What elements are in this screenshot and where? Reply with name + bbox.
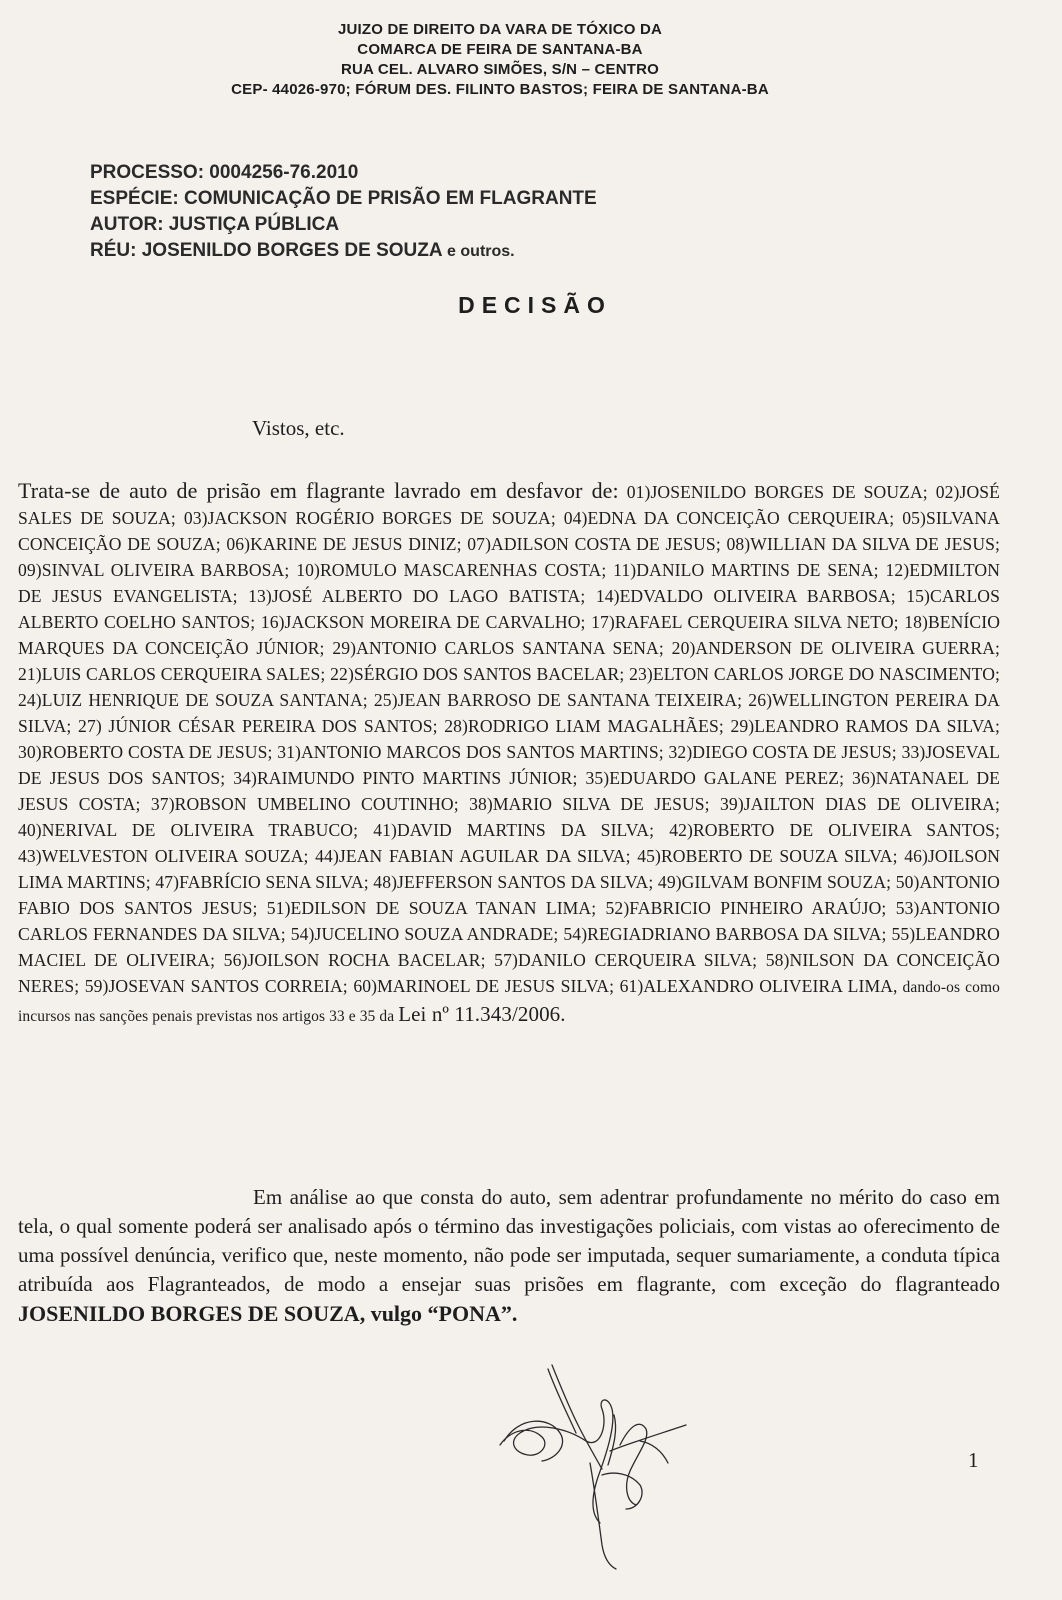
paragraph-analysis xyxy=(18,1183,1000,1329)
case-info xyxy=(90,160,790,265)
header-line-3: RUA CEL. ALVARO SIMÕES, S/N – CENTRO xyxy=(340,61,660,78)
case-reu-name: RÉU: JOSENILDO BORGES DE SOUZA xyxy=(90,240,443,261)
defendant-list: 01)JOSENILDO BORGES DE SOUZA; 02)JOSÉ SALES DE SOUZA; 03)JACKSON ROGÉRIO BORGES DE SOUZA; 04)EDNA DA CONCEIÇÃO CERQUEIRA; 05)SILVANA CONCEIÇÃO DE SOUZA; 06)KARINE DE JESUS DINIZ; 07)ADILSON COSTA DE JESUS; 08)WILLIAN DA SILVA DE JESUS; 09)SINVAL OLIVEIRA BARBOSA; 10)ROMULO MASCARENHAS COSTA; 11)DANILO MARTINS DE SENA; 12)EDMILTON DE JESUS EVANGELISTA; 13)JOSÉ ALBERTO DO LAGO BATISTA; 14)EDVALDO OLIVEIRA BARBOSA; 15)CARLOS ALBERTO COELHO SANTOS; 16)JACKSON MOREIRA DE CARVALHO; 17)RAFAEL CERQUEIRA SILVA NETO; 18)BENÍCIO MARQUES DA CONCEIÇÃO JÚNIOR; 29)ANTONIO CARLOS SANTANA SENA; 20)ANDERSON DE OLIVEIRA GUERRA; 21)LUIS CARLOS CERQUEIRA SALES; 22)SÉRGIO DOS SANTOS BACELAR; 23)ELTON CARLOS JORGE DO NASCIMENTO; 24)LUIZ HENRIQUE DE SOUZA SANTANA; 25)JEAN BARROSO DE SANTANA TEIXEIRA; 26)WELLINGTON PEREIRA DA SILVA; 27) JÚNIOR CÉSAR PEREIRA DOS SANTOS; 28)RODRIGO LIAM MAGALHÃES; 29)LEANDRO RAMOS DA SILVA; 30)ROBERTO COSTA DE JESUS; 31)ANTONIO MARCOS DOS SANTOS MARTINS; 32)DIEGO COSTA DE JESUS; 33)JOSEVAL DE JESUS DOS SANTOS; 34)RAIMUNDO PINTO MARTINS JÚNIOR; 35)EDUARDO GALANE PEREZ; 36)NATANAEL DE JESUS COSTA; 37)ROBSON UMBELINO COUTINHO; 38)MARIO SILVA DE JESUS; 39)JAILTON DIAS DE OLIVEIRA; 40)NERIVAL DE OLIVEIRA TRABUCO; 41)DAVID MARTINS DA SILVA; 42)ROBERTO DE OLIVEIRA SANTOS; 43)WELVESTON OLIVEIRA SOUZA; 44)JEAN FABIAN AGUILAR DA SILVA; 45)ROBERTO DE SOUZA SILVA; 46)JOILSON LIMA MARTINS; 47)FABRÍCIO SENA SILVA; 48)JEFFERSON SANTOS DA SILVA; 49)GILVAM BONFIM SOUZA; 50)ANTONIO FABIO DOS SANTOS JESUS; 51)EDILSON DE SOUZA TANAN LIMA; 52)FABRICIO PINHEIRO ARAÚJO; 53)ANTONIO CARLOS FERNANDES DA SILVA; 54)JUCELINO SOUZA ANDRADE; 54)REGIADRIANO BARBOSA DA SILVA; 55)LEANDRO MACIEL DE OLIVEIRA; 56)JOILSON ROCHA BACELAR; 57)DANILO CERQUEIRA SILVA; 58)NILSON DA CONCEIÇÃO NERES; 59)JOSEVAN SANTOS CORREIA; 60)MARINOEL DE JESUS SILVA; 61)ALEXANDRO OLIVEIRA LIMA, xyxy=(18,482,1000,996)
paragraph-defendants xyxy=(18,478,1000,1030)
case-reu-suffix: e outros. xyxy=(442,243,515,260)
case-reu xyxy=(90,238,790,265)
case-especie: ESPÉCIE: COMUNICAÇÃO DE PRISÃO EM FLAGRANTE xyxy=(90,188,597,209)
case-autor: AUTOR: JUSTIÇA PÚBLICA xyxy=(90,214,340,235)
paragraph-tail: dando-os como incursos nas sanções penais previstas nos artigos 33 e 35 da xyxy=(18,979,1000,1025)
header-line-1: JUIZO DE DIREITO DA VARA DE TÓXICO DA xyxy=(337,21,663,38)
case-processo: PROCESSO: 0004256-76.2010 xyxy=(90,162,359,183)
document-title: DECISÃO xyxy=(458,292,612,318)
court-header xyxy=(0,20,1000,100)
exception-name: JOSENILDO BORGES DE SOUZA, vulgo “PONA”. xyxy=(18,1301,518,1326)
analysis-text: Em análise ao que consta do auto, sem adentrar profundamente no mérito do caso em tela, o qual somente poderá ser analisado após o término das investigações policiais, com vistas ao oferecimento de uma possível denúncia, verifico que, neste momento, não pode ser imputada, sequer sumariamente, a conduta típica atribuída aos Flagranteados, de modo a ensejar suas prisões em flagrante, com exceção do flagranteado xyxy=(18,1185,1000,1296)
vistos-line: Vistos, etc. xyxy=(252,416,345,440)
header-line-4: CEP- 44026-970; FÓRUM DES. FILINTO BASTOS; FEIRA DE SANTANA-BA xyxy=(231,81,769,98)
page-number: 1 xyxy=(968,1448,979,1472)
signature-scribble xyxy=(490,1345,710,1575)
paragraph-lead: Trata-se de auto de prisão em flagrante lavrado em desfavor de: xyxy=(18,478,619,503)
law-reference: Lei nº 11.343/2006. xyxy=(398,1002,566,1026)
header-line-2: COMARCA DE FEIRA DE SANTANA-BA xyxy=(357,41,643,58)
